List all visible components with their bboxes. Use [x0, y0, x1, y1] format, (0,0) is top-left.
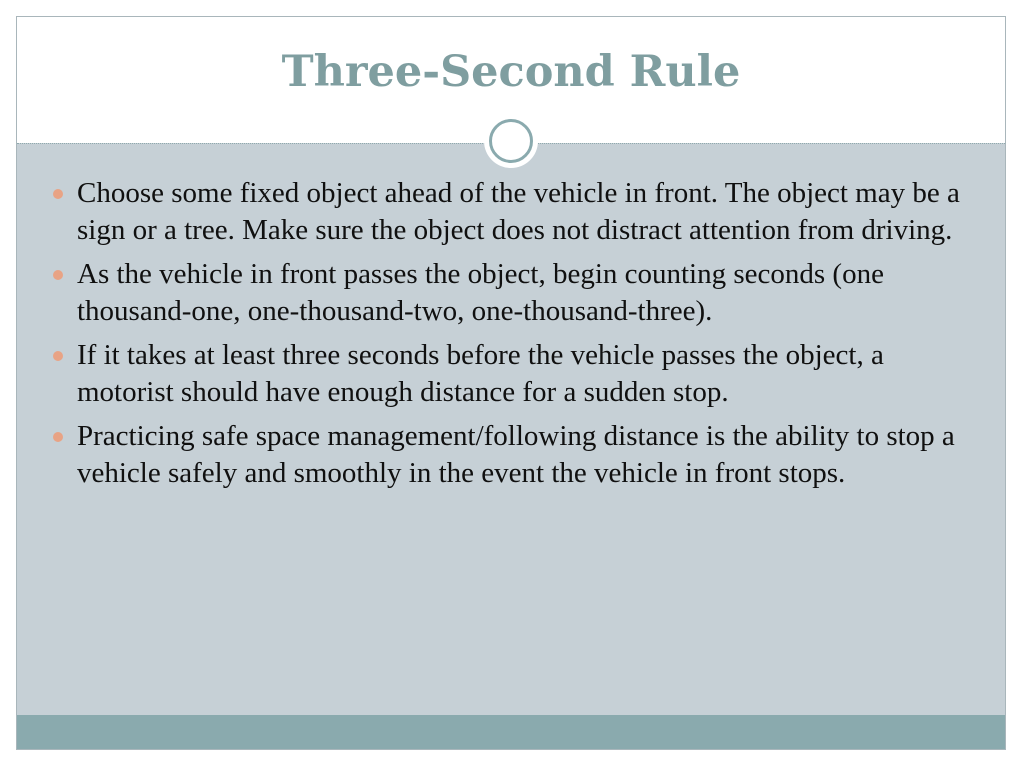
list-item	[53, 256, 973, 330]
list-item	[53, 337, 973, 411]
list-item	[53, 175, 973, 249]
bullet-text: Choose some fixed object ahead of the vehicle in front. The object may be a sign or a tree. Make sure the object does not distract attention from driving.	[77, 177, 960, 246]
slide-title: Three-Second Rule	[281, 47, 741, 97]
bullet-text: Practicing safe space management/following distance is the ability to stop a vehicle safely and smoothly in the event the vehicle in front stops.	[77, 420, 955, 489]
bullet-dot-icon	[53, 351, 63, 361]
bullet-text: If it takes at least three seconds before the vehicle passes the object, a motorist should have enough distance for a sudden stop.	[77, 339, 884, 408]
list-item	[53, 418, 973, 492]
circle-ornament-icon	[484, 114, 538, 168]
slide	[16, 16, 1006, 750]
footer-accent-bar	[17, 715, 1005, 749]
bullet-dot-icon	[53, 270, 63, 280]
bullet-list	[53, 175, 973, 499]
bullet-dot-icon	[53, 432, 63, 442]
ring-icon	[489, 119, 533, 163]
bullet-dot-icon	[53, 189, 63, 199]
bullet-text: As the vehicle in front passes the object, begin counting seconds (one thousand-one, one-thousand-two, one-thousand-three).	[77, 258, 884, 327]
